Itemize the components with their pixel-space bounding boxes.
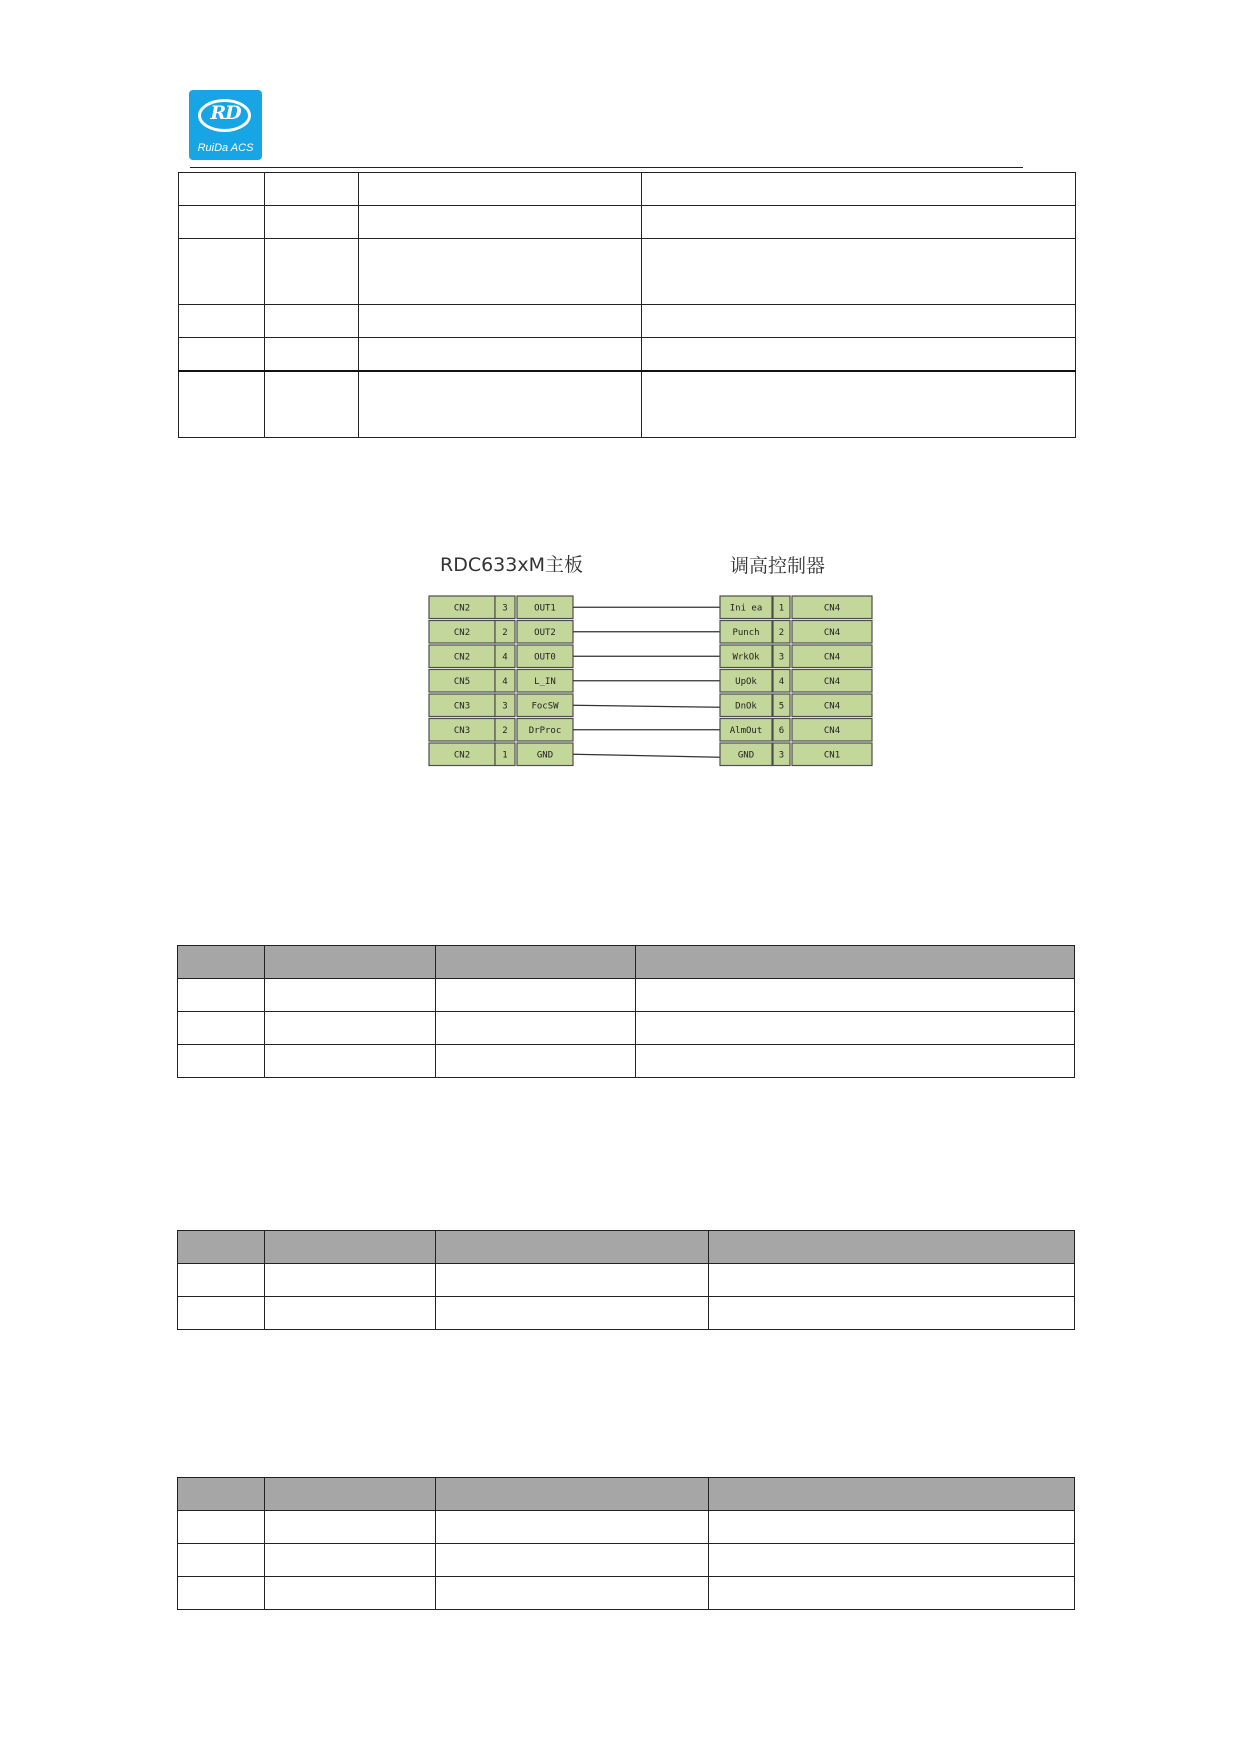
- controller-pin-label: 2: [778, 627, 785, 638]
- mainboard-port-label: CN2: [453, 652, 471, 663]
- mainboard-pin-label: 2: [502, 725, 508, 736]
- mainboard-signal-label: OUT0: [534, 652, 556, 663]
- controller-port-label: CN4: [823, 603, 841, 614]
- wiring-diagram: [420, 550, 880, 770]
- mainboard-signal-label: GND: [536, 750, 554, 761]
- right-controller-title: 调高控制器: [730, 555, 826, 577]
- table-row: [179, 239, 1076, 305]
- controller-signal-label: DnOk: [735, 701, 757, 712]
- table-row: [178, 1511, 1075, 1544]
- controller-signal-label: Punch: [732, 627, 760, 638]
- mainboard-signal-label: L_IN: [534, 676, 556, 687]
- ruida-logo: [189, 90, 262, 160]
- controller-signal-label: AlmOut: [729, 725, 763, 736]
- mainboard-port-label: CN3: [453, 725, 471, 736]
- controller-pin-label: 6: [778, 725, 785, 736]
- logo-mark: RD: [210, 102, 241, 124]
- controller-signal-label: UpOk: [735, 676, 757, 687]
- table-row: [178, 1045, 1075, 1078]
- controller-pin-label: 4: [778, 676, 785, 687]
- wire-group: [573, 607, 720, 757]
- table-2: [177, 945, 1075, 1078]
- table-row: [178, 1012, 1075, 1045]
- controller-port-label: CN4: [823, 652, 841, 663]
- top-table: [178, 172, 1076, 438]
- table-header-row: [178, 1231, 1075, 1264]
- table-row: [179, 206, 1076, 239]
- mainboard-pin-label: 4: [502, 676, 508, 687]
- mainboard-pin-label: 4: [502, 652, 508, 663]
- mainboard-pin-label: 1: [502, 750, 508, 761]
- table-row: [178, 979, 1075, 1012]
- mainboard-port-label: CN3: [453, 701, 471, 712]
- mainboard-signal-label: OUT1: [534, 603, 556, 614]
- mainboard-pin-label: 3: [502, 701, 508, 712]
- left-board-title: RDC633xM主板: [440, 554, 584, 576]
- controller-pin-label: 3: [778, 750, 785, 761]
- controller-signal-label: WrkOk: [732, 652, 760, 663]
- table-row: [179, 305, 1076, 338]
- mainboard-pin-block: [429, 596, 573, 766]
- table-row: [178, 1264, 1075, 1297]
- table-4: [177, 1477, 1075, 1610]
- table-row: [178, 1297, 1075, 1330]
- controller-port-label: CN4: [823, 701, 841, 712]
- table-3: [177, 1230, 1075, 1330]
- table-row: [179, 173, 1076, 206]
- controller-pin-label: 3: [778, 652, 785, 663]
- controller-port-label: CN1: [823, 750, 841, 761]
- mainboard-pin-label: 3: [502, 603, 508, 614]
- controller-pin-label: 5: [778, 701, 785, 712]
- table-header-row: [178, 1478, 1075, 1511]
- mainboard-pin-label: 2: [502, 627, 508, 638]
- table-row: [179, 338, 1076, 372]
- controller-port-label: CN4: [823, 627, 841, 638]
- mainboard-port-label: CN2: [453, 603, 471, 614]
- wire: [573, 754, 720, 757]
- table-row: [178, 1544, 1075, 1577]
- mainboard-signal-label: OUT2: [534, 627, 556, 638]
- controller-signal-label: GND: [737, 750, 755, 761]
- controller-signal-label: Ini ea: [729, 603, 763, 614]
- controller-pin-label: 1: [778, 603, 785, 614]
- controller-pin-block: [720, 596, 872, 766]
- mainboard-port-label: CN5: [453, 676, 471, 687]
- mainboard-port-label: CN2: [453, 750, 471, 761]
- table-header-row: [178, 946, 1075, 979]
- mainboard-port-label: CN2: [453, 627, 471, 638]
- header-divider: [190, 167, 1023, 168]
- controller-port-label: CN4: [823, 725, 841, 736]
- logo-text: RuiDa ACS: [197, 142, 254, 154]
- table-row: [179, 371, 1076, 438]
- wire: [573, 705, 720, 707]
- controller-port-label: CN4: [823, 676, 841, 687]
- mainboard-signal-label: FocSW: [531, 701, 559, 712]
- table-row: [178, 1577, 1075, 1610]
- mainboard-signal-label: DrProc: [528, 725, 562, 736]
